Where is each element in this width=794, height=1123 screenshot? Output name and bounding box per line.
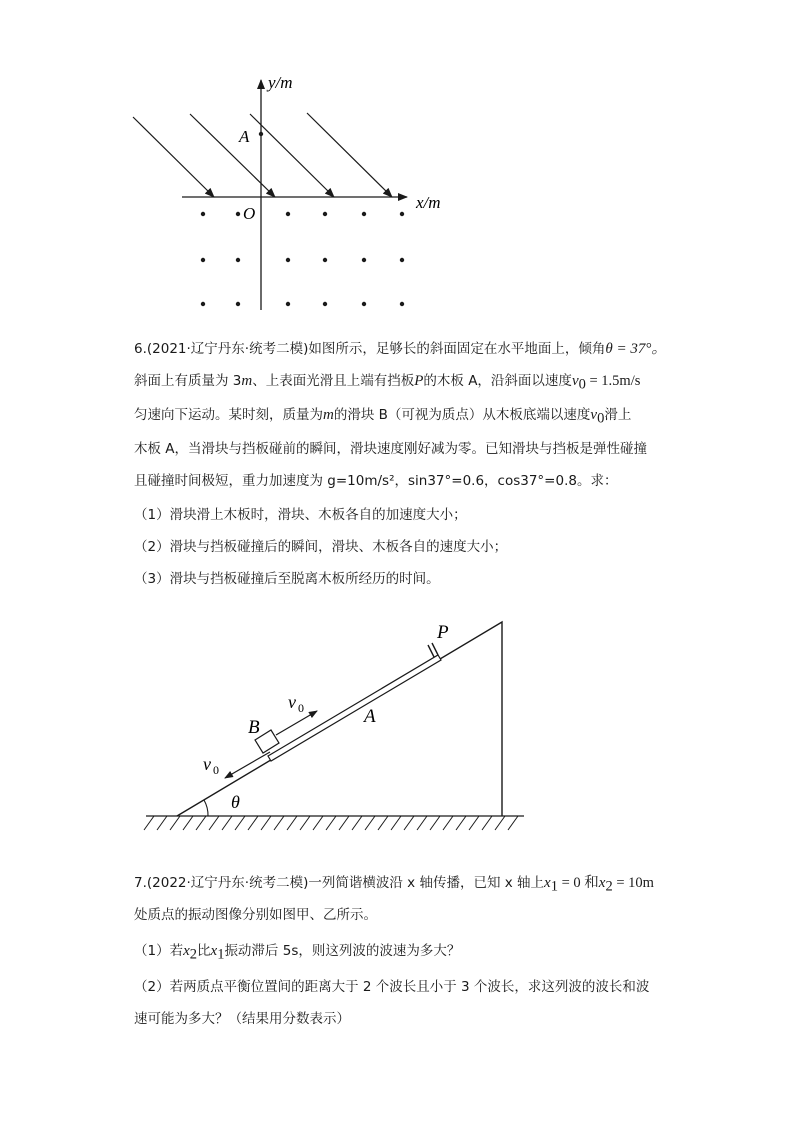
y-axis-label: y/m bbox=[268, 73, 293, 92]
q7-source: (2022·辽宁丹东·统考二模) bbox=[146, 875, 309, 891]
ground-hatching bbox=[144, 816, 518, 830]
label-theta: θ bbox=[231, 792, 240, 812]
q6-line5: 且碰撞时间极短，重力加速度为 g=10m/s²，sin37°=0.6，cos37°=0.8。求： bbox=[134, 473, 618, 489]
angle-arc bbox=[204, 800, 208, 816]
incline-diagram bbox=[140, 612, 540, 842]
label-v0-up: v bbox=[288, 692, 296, 712]
q6-angle: θ = 37°。 bbox=[605, 341, 667, 357]
label-b: B bbox=[248, 717, 260, 738]
q6-sub1: （1）滑块滑上木板时，滑块、木板各自的加速度大小； bbox=[134, 507, 467, 523]
field-line bbox=[133, 117, 214, 197]
stopper-p-leg bbox=[432, 643, 438, 655]
q6-line2: 斜面上有质量为 3m、上表面光滑且上端有挡板P的木板 A，沿斜面以速度$v_0 = 1.5m/s$ bbox=[134, 373, 641, 393]
q6-line1-text: 如图所示，足够长的斜面固定在水平地面上，倾角 bbox=[308, 341, 606, 357]
field-diagram bbox=[120, 70, 460, 320]
x-axis-label: x/m bbox=[416, 193, 441, 212]
point-a-dot bbox=[259, 132, 263, 136]
q7-line1: 7.(2022·辽宁丹东·统考二模)一列简谐横波沿 x 轴传播，已知 x 轴上$x_1 = 0$ 和$x_2 = 10m$ bbox=[134, 875, 654, 895]
q7-number: 7. bbox=[134, 875, 147, 891]
q6-number: 6. bbox=[134, 341, 147, 357]
label-a: A bbox=[364, 706, 376, 727]
origin-label: O bbox=[243, 204, 256, 223]
q6-line3: 匀速向下运动。某时刻，质量为m的滑块 B（可视为质点）从木板底端以速度$v_0$滑上 bbox=[134, 407, 632, 427]
q7-sub2-line1: （2）若两质点平衡位置间的距离大于 2 个波长且小于 3 个波长，求这列波的波长和波 bbox=[134, 979, 650, 995]
q7-line2: 处质点的振动图像分别如图甲、乙所示。 bbox=[134, 907, 377, 923]
q6-sub2: （2）滑块与挡板碰撞后的瞬间，滑块、木板各自的速度大小； bbox=[134, 539, 508, 555]
q6-line1 bbox=[134, 340, 674, 359]
label-p: P bbox=[437, 622, 449, 643]
q6-source: (2021·辽宁丹东·统考二模) bbox=[146, 341, 309, 357]
q6-sub3: （3）滑块与挡板碰撞后至脱离木板所经历的时间。 bbox=[134, 571, 440, 587]
label-v0-down-sub: 0 bbox=[213, 763, 219, 777]
q6-line4: 木板 A，当滑块与挡板碰前的瞬间，滑块速度刚好减为零。已知滑块与挡板是弹性碰撞 bbox=[134, 441, 648, 457]
q7-sub1: （1）若$x_2$比$x_1$振动滞后 5s，则这列波的波速为多大？ bbox=[134, 943, 461, 963]
stopper-p bbox=[428, 645, 434, 657]
q7-sub2-line2: 速可能为多大？（结果用分数表示） bbox=[134, 1011, 350, 1027]
field-line bbox=[307, 113, 392, 197]
point-a-label: A bbox=[239, 127, 250, 146]
magnetic-field-dots bbox=[201, 212, 404, 306]
label-v0-down: v bbox=[203, 754, 211, 774]
label-v0-up-sub: 0 bbox=[298, 701, 304, 715]
